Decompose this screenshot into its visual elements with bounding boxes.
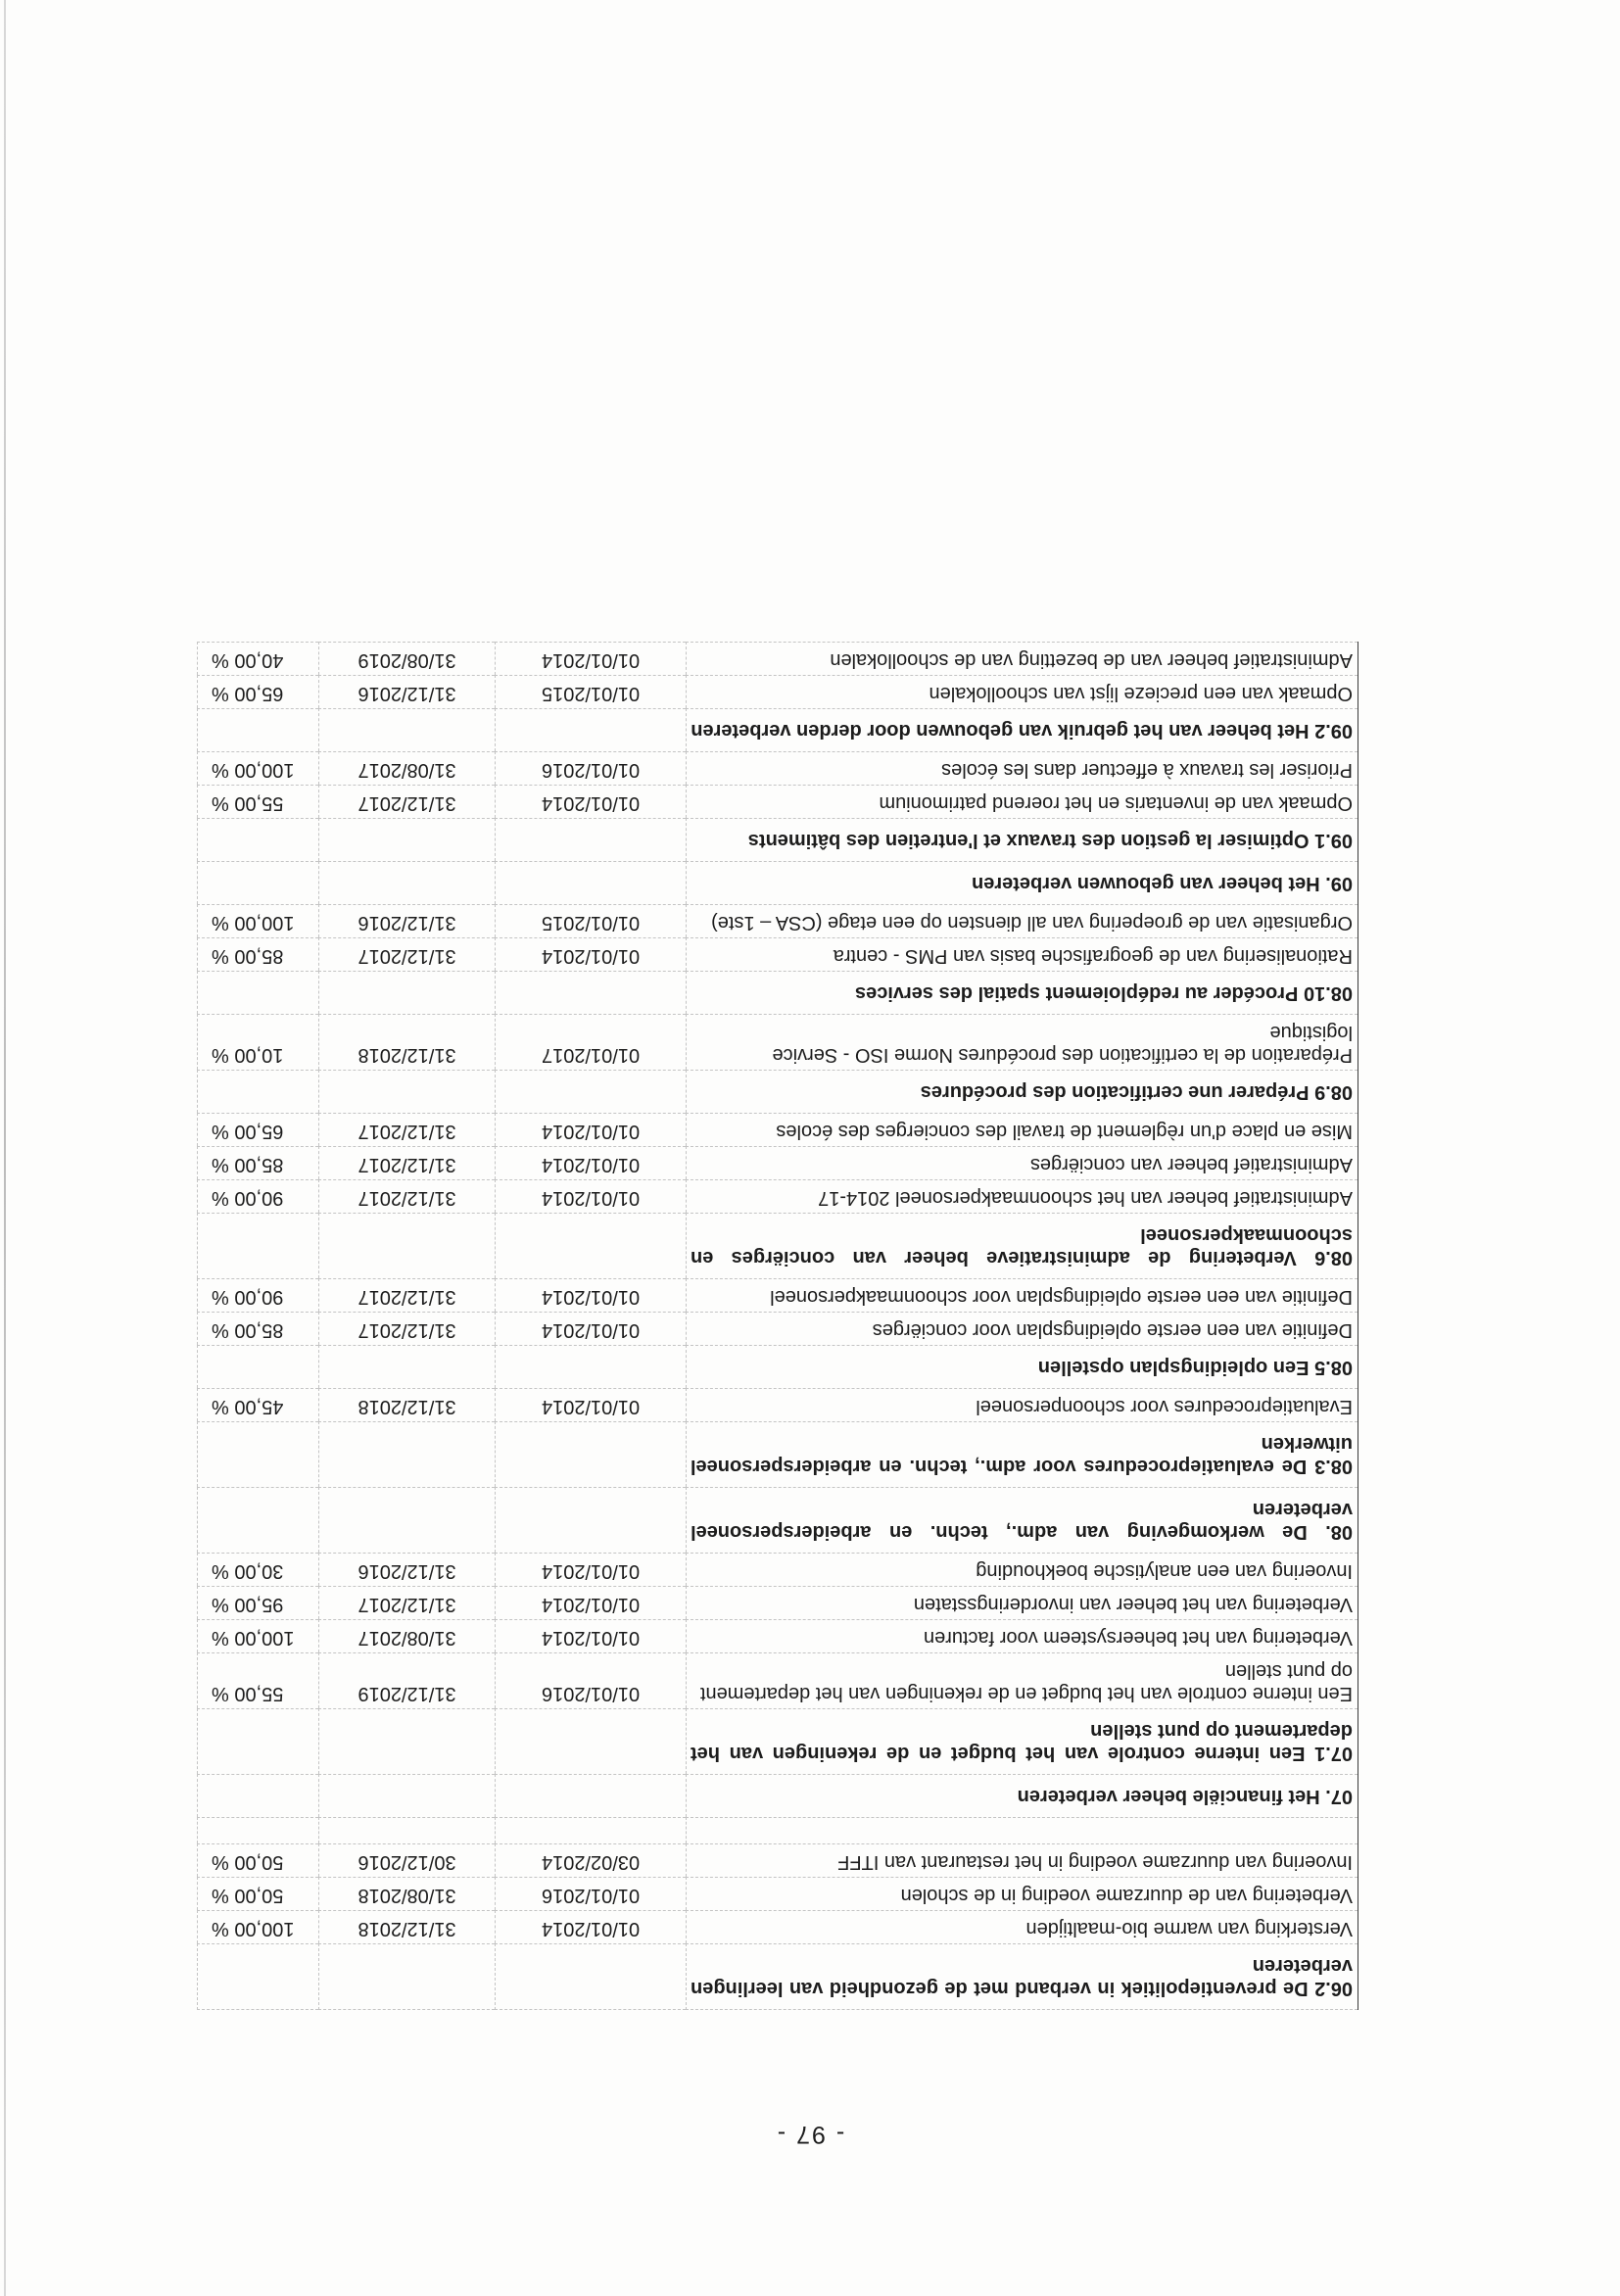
progress-cell bbox=[198, 1071, 319, 1114]
section-row bbox=[198, 1422, 1358, 1488]
task-cell: 09. Het beheer van gebouwen verbeteren bbox=[687, 862, 1358, 905]
task-cell: Definitie van een eerste opleidingsplan voor conciërges bbox=[687, 1313, 1358, 1346]
section-row bbox=[198, 1944, 1358, 2010]
end-date-cell: 31/12/2017 bbox=[319, 1587, 496, 1620]
end-date-cell: 31/12/2017 bbox=[319, 1114, 496, 1147]
progress-cell: 90,00 % bbox=[198, 1180, 319, 1214]
progress-cell bbox=[198, 819, 319, 862]
end-date-cell bbox=[319, 1944, 496, 2010]
task-cell: Organisatie van de groepering van all diensten op een etage (CSA – 1ste) bbox=[687, 905, 1358, 938]
task-cell: 08.6 Verbetering de administratieve beheer van conciërges en schoonmaakpersoneel bbox=[687, 1214, 1358, 1279]
end-date-cell bbox=[319, 1775, 496, 1818]
progress-cell: 100,00 % bbox=[198, 1620, 319, 1653]
end-date-cell bbox=[319, 709, 496, 752]
progress-cell bbox=[198, 1775, 319, 1818]
task-cell: Invoering van duurzame voeding in het restaurant van ITFF bbox=[687, 1844, 1358, 1878]
progress-cell: 40,00 % bbox=[198, 643, 319, 676]
section-row bbox=[198, 1775, 1358, 1818]
start-date-cell bbox=[496, 1422, 687, 1488]
start-date-cell bbox=[496, 1346, 687, 1389]
table-row bbox=[198, 1653, 1358, 1709]
task-cell: Mise en place d'un règlement de travail des concierges des écoles bbox=[687, 1114, 1358, 1147]
task-cell: Rationalisering van de geografische basis van PMS - centra bbox=[687, 938, 1358, 972]
table-row bbox=[198, 786, 1358, 819]
scan-edge bbox=[4, 0, 6, 2296]
progress-cell: 55,00 % bbox=[198, 1653, 319, 1709]
progress-cell bbox=[198, 1709, 319, 1775]
progress-cell bbox=[198, 1944, 319, 2010]
start-date-cell: 01/01/2014 bbox=[496, 1114, 687, 1147]
spacer-row bbox=[198, 1818, 1358, 1844]
progress-cell: 90,00 % bbox=[198, 1279, 319, 1313]
end-date-cell bbox=[319, 1214, 496, 1279]
table-row bbox=[198, 1313, 1358, 1346]
start-date-cell bbox=[496, 819, 687, 862]
end-date-cell: 31/12/2016 bbox=[319, 676, 496, 709]
table-row bbox=[198, 643, 1358, 676]
start-date-cell: 01/01/2014 bbox=[496, 1279, 687, 1313]
start-date-cell: 01/01/2014 bbox=[496, 1313, 687, 1346]
end-date-cell: 31/12/2018 bbox=[319, 1389, 496, 1422]
task-cell: 09.2 Het beheer van het gebruik van gebouwen door derden verbeteren bbox=[687, 709, 1358, 752]
start-date-cell: 01/01/2015 bbox=[496, 676, 687, 709]
task-cell: Préparation de la certification des procédures Norme ISO - Service logistique bbox=[687, 1015, 1358, 1071]
progress-cell bbox=[198, 709, 319, 752]
start-date-cell: 01/01/2014 bbox=[496, 786, 687, 819]
table-row bbox=[198, 1620, 1358, 1653]
task-cell: Administratief beheer van het schoonmaakpersoneel 2014-17 bbox=[687, 1180, 1358, 1214]
task-cell: Opmaak van de inventaris en het roerend patrimonium bbox=[687, 786, 1358, 819]
end-date-cell: 31/08/2017 bbox=[319, 752, 496, 786]
end-date-cell: 31/12/2017 bbox=[319, 1147, 496, 1180]
task-cell: 08.3 De evaluatieprocedures voor adm., techn. en arbeiderspersoneel uitwerken bbox=[687, 1422, 1358, 1488]
section-row bbox=[198, 819, 1358, 862]
task-cell: 08.10 Procéder au redéploiement spatial des services bbox=[687, 972, 1358, 1015]
progress-cell: 100,00 % bbox=[198, 905, 319, 938]
end-date-cell bbox=[319, 1422, 496, 1488]
progress-cell: 95,00 % bbox=[198, 1587, 319, 1620]
end-date-cell bbox=[319, 819, 496, 862]
task-cell: Verbetering van de duurzame voeding in de scholen bbox=[687, 1878, 1358, 1911]
task-cell: 06.2 De preventiepolitiek in verband met de gezondheid van leerlingen verbeteren bbox=[687, 1944, 1358, 2010]
task-cell: Versterking van warme bio-maaltijden bbox=[687, 1911, 1358, 1944]
start-date-cell: 03/02/2014 bbox=[496, 1844, 687, 1878]
task-cell: Evaluatieprocedures voor schoonpersoneel bbox=[687, 1389, 1358, 1422]
table-row bbox=[198, 1389, 1358, 1422]
start-date-cell: 01/01/2016 bbox=[496, 1653, 687, 1709]
start-date-cell: 01/01/2014 bbox=[496, 643, 687, 676]
end-date-cell bbox=[319, 1346, 496, 1389]
table-row bbox=[198, 676, 1358, 709]
end-date-cell bbox=[319, 1709, 496, 1775]
start-date-cell bbox=[496, 1709, 687, 1775]
section-row bbox=[198, 1346, 1358, 1389]
end-date-cell: 31/12/2017 bbox=[319, 1180, 496, 1214]
progress-cell bbox=[198, 862, 319, 905]
task-cell: 09.1 Optimiser la gestion des travaux et l'entretien des bâtiments bbox=[687, 819, 1358, 862]
start-date-cell bbox=[496, 862, 687, 905]
end-date-cell: 31/12/2018 bbox=[319, 1015, 496, 1071]
progress-cell bbox=[198, 1422, 319, 1488]
task-cell: Administratief beheer van conciërges bbox=[687, 1147, 1358, 1180]
end-date-cell bbox=[319, 1818, 496, 1844]
start-date-cell: 01/01/2014 bbox=[496, 1389, 687, 1422]
end-date-cell: 31/12/2016 bbox=[319, 1554, 496, 1587]
section-row bbox=[198, 709, 1358, 752]
end-date-cell: 31/12/2017 bbox=[319, 938, 496, 972]
section-row bbox=[198, 1071, 1358, 1114]
table-row bbox=[198, 1279, 1358, 1313]
task-cell bbox=[687, 1818, 1358, 1844]
section-row bbox=[198, 1214, 1358, 1279]
progress-cell: 100,00 % bbox=[198, 752, 319, 786]
start-date-cell: 01/01/2016 bbox=[496, 752, 687, 786]
task-cell: 07.1 Een interne controle van het budget en de rekeningen van het departement op punt stellen bbox=[687, 1709, 1358, 1775]
task-cell: Administratief beheer van de bezetting van de schoollokalen bbox=[687, 643, 1358, 676]
progress-cell: 100,00 % bbox=[198, 1911, 319, 1944]
task-cell: Prioriser les travaux à effectuer dans les écoles bbox=[687, 752, 1358, 786]
section-row bbox=[198, 1709, 1358, 1775]
progress-cell: 55,00 % bbox=[198, 786, 319, 819]
progress-cell: 30,00 % bbox=[198, 1554, 319, 1587]
action-plan-table bbox=[197, 642, 1358, 2010]
start-date-cell: 01/01/2015 bbox=[496, 905, 687, 938]
page-number: - 97 - bbox=[775, 2121, 845, 2148]
start-date-cell bbox=[496, 709, 687, 752]
progress-cell: 65,00 % bbox=[198, 1114, 319, 1147]
task-cell: Invoering van een analytische boekhouding bbox=[687, 1554, 1358, 1587]
progress-cell: 50,00 % bbox=[198, 1878, 319, 1911]
task-cell: 08. De werkomgeving van adm., techn. en arbeiderspersoneel verbeteren bbox=[687, 1488, 1358, 1554]
progress-cell: 45,00 % bbox=[198, 1389, 319, 1422]
progress-cell bbox=[198, 1488, 319, 1554]
table-row bbox=[198, 938, 1358, 972]
start-date-cell: 01/01/2014 bbox=[496, 1554, 687, 1587]
progress-cell: 50,00 % bbox=[198, 1844, 319, 1878]
end-date-cell: 31/12/2017 bbox=[319, 1279, 496, 1313]
task-cell: Verbetering van het beheer van invorderingsstaten bbox=[687, 1587, 1358, 1620]
end-date-cell: 31/12/2016 bbox=[319, 905, 496, 938]
progress-cell bbox=[198, 1346, 319, 1389]
task-cell: Een interne controle van het budget en de rekeningen van het departement op punt stellen bbox=[687, 1653, 1358, 1709]
start-date-cell bbox=[496, 1488, 687, 1554]
start-date-cell: 01/01/2014 bbox=[496, 1620, 687, 1653]
table-row bbox=[198, 905, 1358, 938]
start-date-cell bbox=[496, 1214, 687, 1279]
table-row bbox=[198, 1844, 1358, 1878]
start-date-cell: 01/01/2014 bbox=[496, 1180, 687, 1214]
end-date-cell: 31/12/2017 bbox=[319, 786, 496, 819]
start-date-cell: 01/01/2014 bbox=[496, 1911, 687, 1944]
end-date-cell: 31/12/2018 bbox=[319, 1911, 496, 1944]
section-row bbox=[198, 1488, 1358, 1554]
start-date-cell: 01/01/2014 bbox=[496, 938, 687, 972]
table-row bbox=[198, 1015, 1358, 1071]
table-row bbox=[198, 1587, 1358, 1620]
end-date-cell bbox=[319, 972, 496, 1015]
table-row bbox=[198, 1878, 1358, 1911]
progress-cell: 85,00 % bbox=[198, 1313, 319, 1346]
start-date-cell: 01/01/2014 bbox=[496, 1587, 687, 1620]
progress-cell: 85,00 % bbox=[198, 938, 319, 972]
table-row bbox=[198, 1147, 1358, 1180]
end-date-cell bbox=[319, 862, 496, 905]
start-date-cell bbox=[496, 1944, 687, 2010]
progress-cell bbox=[198, 1214, 319, 1279]
table-row bbox=[198, 1114, 1358, 1147]
end-date-cell bbox=[319, 1071, 496, 1114]
end-date-cell: 31/12/2019 bbox=[319, 1653, 496, 1709]
end-date-cell bbox=[319, 1488, 496, 1554]
table-row bbox=[198, 1554, 1358, 1587]
section-row bbox=[198, 972, 1358, 1015]
start-date-cell bbox=[496, 1775, 687, 1818]
task-cell: 07. Het financiële beheer verbeteren bbox=[687, 1775, 1358, 1818]
end-date-cell: 31/12/2017 bbox=[319, 1313, 496, 1346]
action-plan-body bbox=[198, 643, 1358, 2010]
task-cell: Definitie van een eerste opleidingsplan voor schoonmaakpersoneel bbox=[687, 1279, 1358, 1313]
start-date-cell bbox=[496, 1071, 687, 1114]
end-date-cell: 31/08/2018 bbox=[319, 1878, 496, 1911]
table-row bbox=[198, 752, 1358, 786]
table-row bbox=[198, 1180, 1358, 1214]
end-date-cell: 30/12/2016 bbox=[319, 1844, 496, 1878]
section-row bbox=[198, 862, 1358, 905]
progress-cell bbox=[198, 1818, 319, 1844]
end-date-cell: 31/08/2019 bbox=[319, 643, 496, 676]
table-row bbox=[198, 1911, 1358, 1944]
progress-cell: 65,00 % bbox=[198, 676, 319, 709]
start-date-cell: 01/01/2014 bbox=[496, 1147, 687, 1180]
progress-cell: 10,00 % bbox=[198, 1015, 319, 1071]
task-cell: 08.9 Préparer une certification des procédures bbox=[687, 1071, 1358, 1114]
start-date-cell bbox=[496, 972, 687, 1015]
start-date-cell: 01/01/2016 bbox=[496, 1878, 687, 1911]
task-cell: Opmaak van een precieze lijst van schoollokalen bbox=[687, 676, 1358, 709]
end-date-cell: 31/08/2017 bbox=[319, 1620, 496, 1653]
task-cell: 08.5 Een opleidingsplan opstellen bbox=[687, 1346, 1358, 1389]
progress-cell: 85,00 % bbox=[198, 1147, 319, 1180]
progress-cell bbox=[198, 972, 319, 1015]
task-cell: Verbetering van het beheersysteem voor facturen bbox=[687, 1620, 1358, 1653]
start-date-cell: 01/01/2017 bbox=[496, 1015, 687, 1071]
start-date-cell bbox=[496, 1818, 687, 1844]
